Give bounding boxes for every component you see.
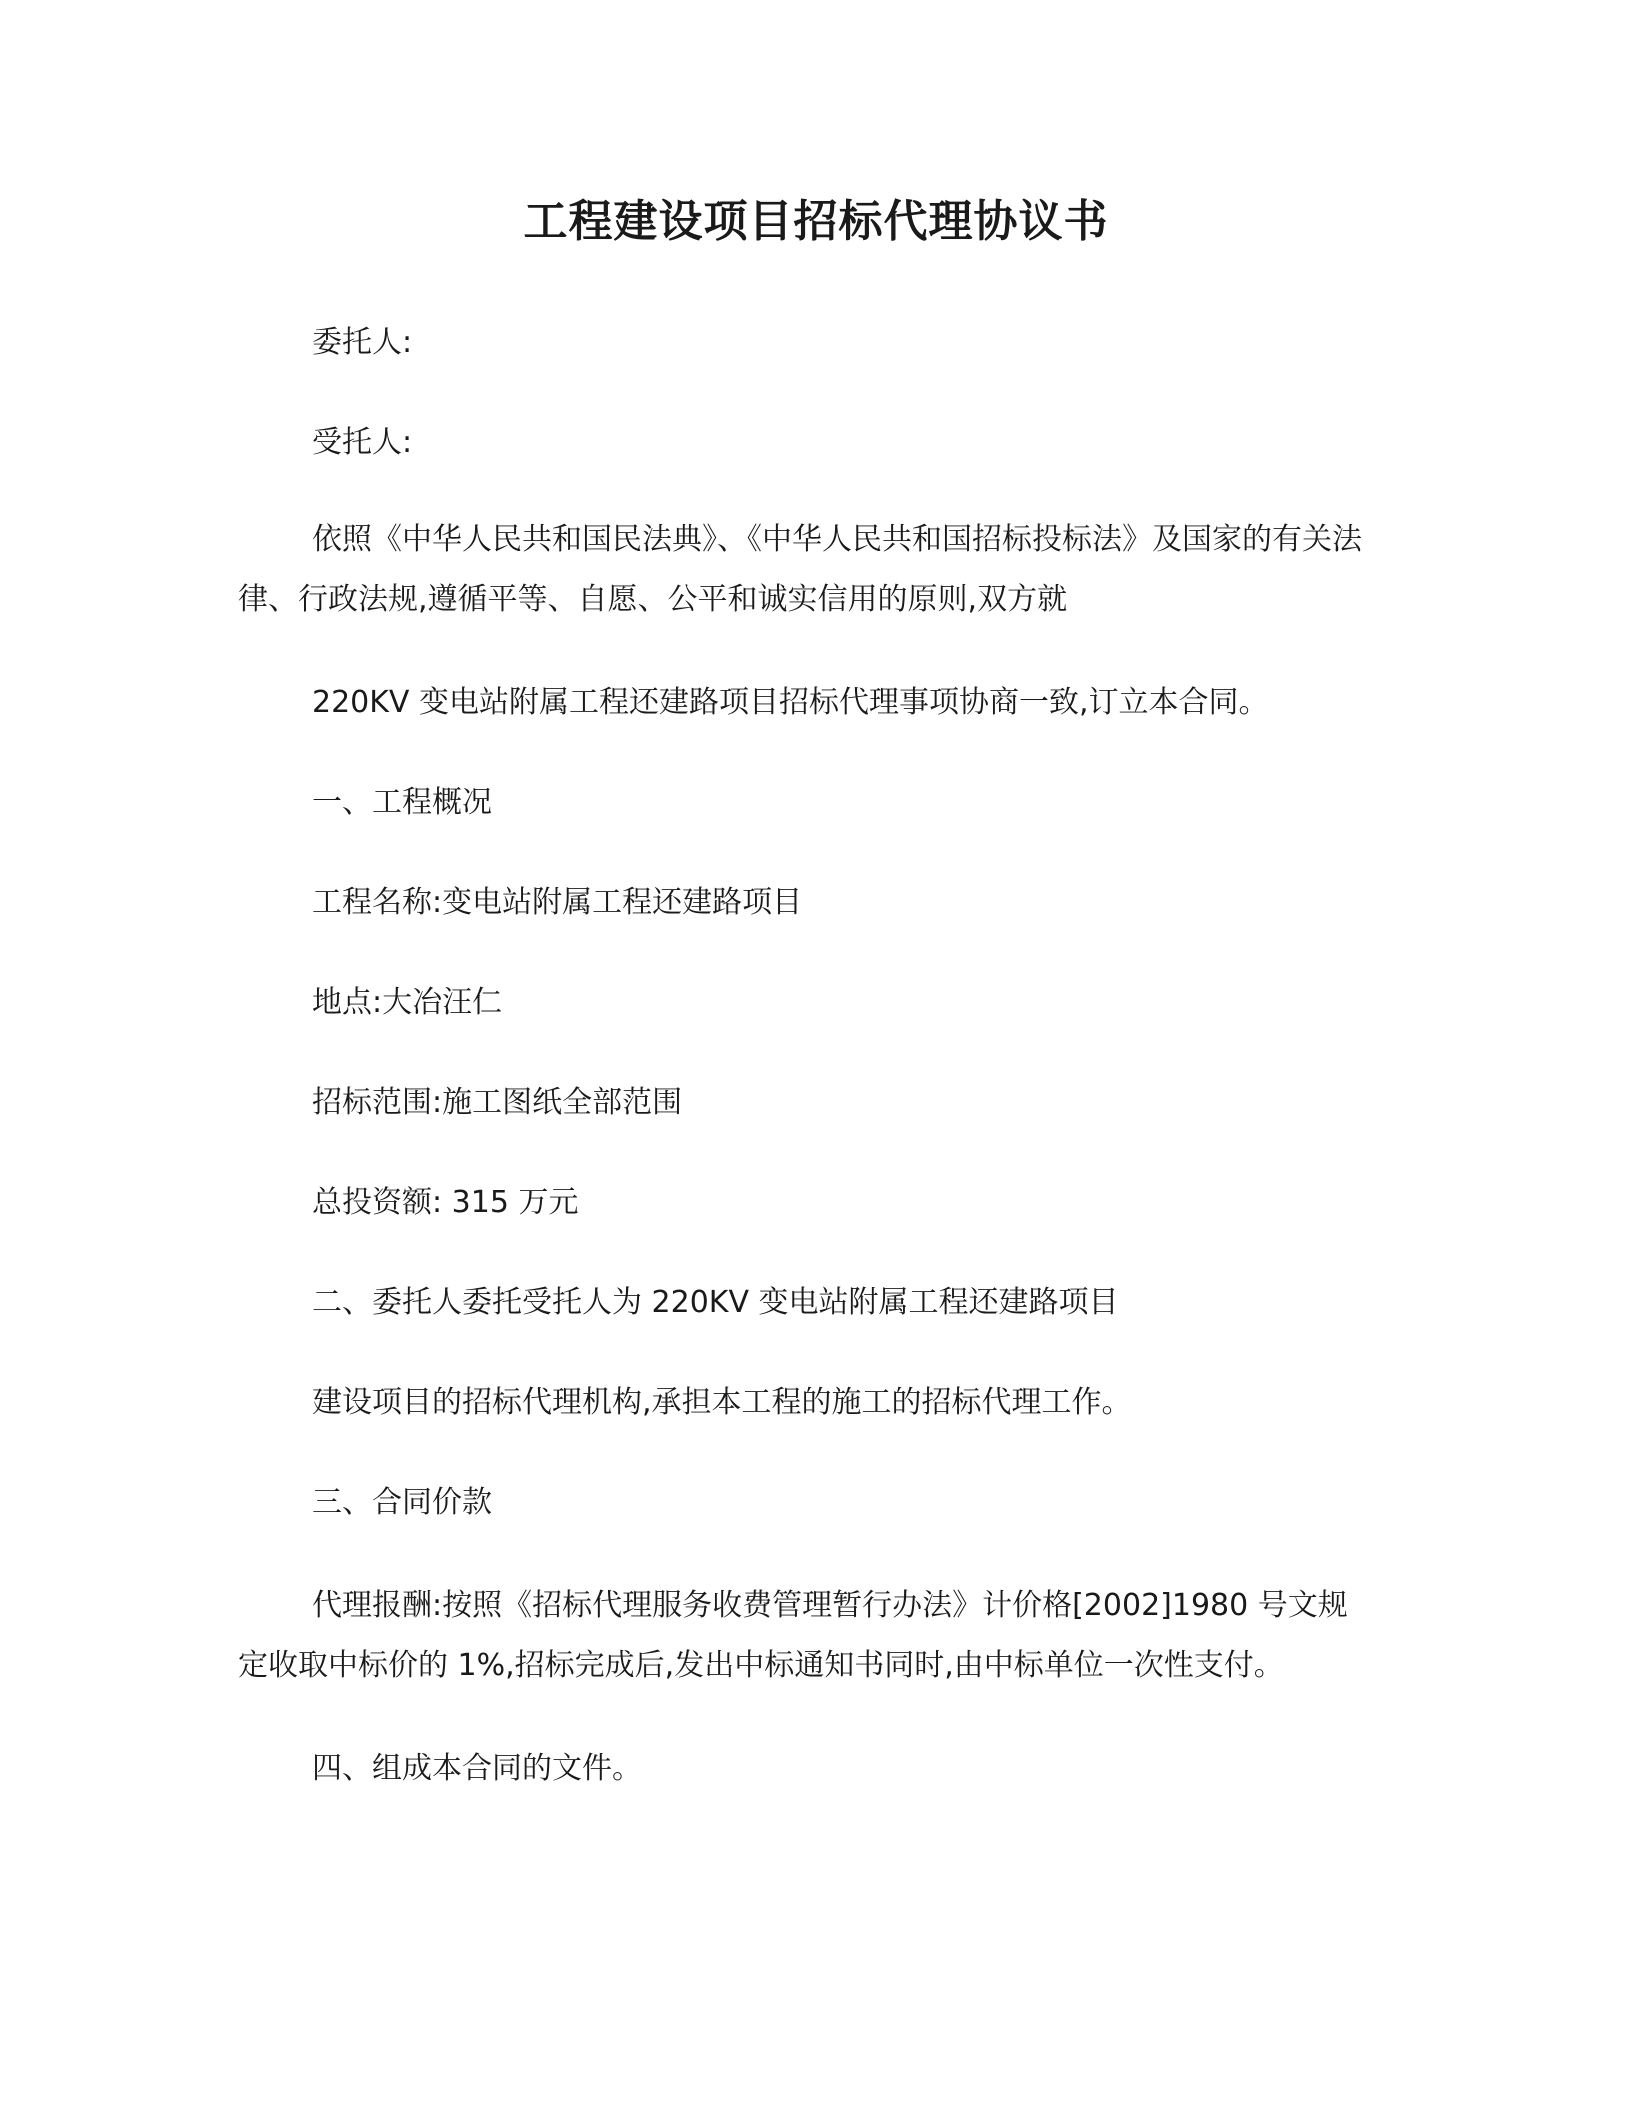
section-heading-price: 三、合同价款 <box>312 1485 492 1520</box>
preamble-continuation: 220KV 变电站附属工程还建路项目招标代理事项协商一致,订立本合同。 <box>312 685 1269 720</box>
section-heading-documents: 四、组成本合同的文件。 <box>312 1751 642 1786</box>
location-line: 地点:大冶汪仁 <box>312 985 503 1020</box>
agent-line: 受托人: <box>312 425 413 460</box>
preamble-paragraph: 依照《中华人民共和国民法典》、《中华人民共和国招标投标法》及国家的有关法律、行政法规,遵循平等、自愿、公平和诚实信用的原则,双方就 <box>238 522 1362 617</box>
entrustment-continuation: 建设项目的招标代理机构,承担本工程的施工的招标代理工作。 <box>312 1385 1132 1420</box>
section-heading-overview: 一、工程概况 <box>312 785 492 820</box>
document-title: 工程建设项目招标代理协议书 <box>523 196 1109 247</box>
total-investment-line: 总投资额: 315 万元 <box>312 1185 579 1220</box>
project-name-line: 工程名称:变电站附属工程还建路项目 <box>312 885 803 920</box>
section-heading-entrustment: 二、委托人委托受托人为 220KV 变电站附属工程还建路项目 <box>312 1285 1119 1320</box>
bidding-scope-line: 招标范围:施工图纸全部范围 <box>312 1085 683 1120</box>
agency-fee-paragraph: 代理报酬:按照《招标代理服务收费管理暂行办法》计价格[2002]1980 号文规定收取中标价的 1%,招标完成后,发出中标通知书同时,由中标单位一次性支付。 <box>238 1588 1348 1683</box>
client-line: 委托人: <box>312 325 413 360</box>
